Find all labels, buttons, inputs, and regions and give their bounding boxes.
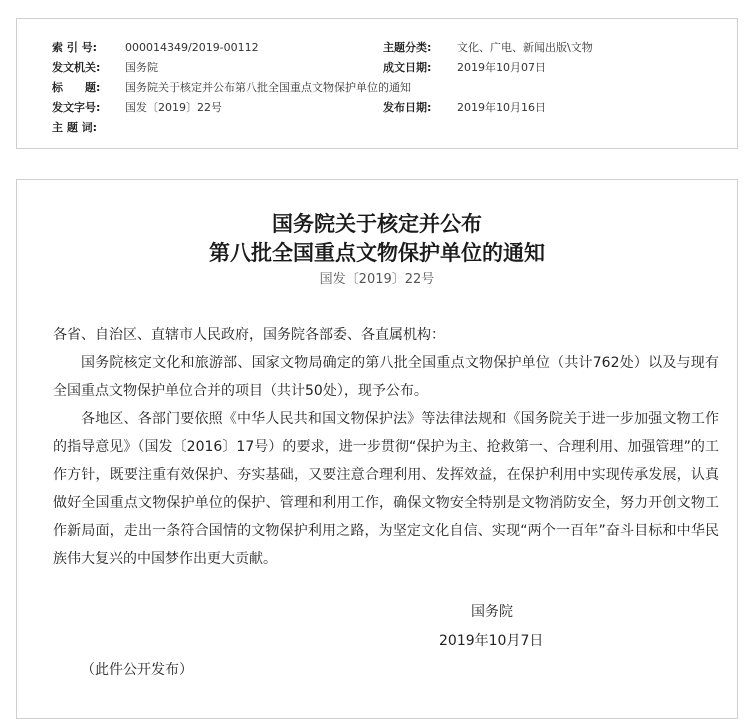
meta-row-index — [17, 38, 737, 58]
title-label: 标 题: — [52, 81, 101, 94]
date-written-label: 成文日期: — [383, 61, 432, 74]
issuer-value: 国务院 — [125, 61, 158, 74]
document-body — [53, 321, 719, 573]
meta-row-issuer — [17, 58, 737, 78]
paragraph-2: 各地区、各部门要依照《中华人民共和国文物保护法》等法律法规和《国务院关于进一步加强文物工作的指导意见》（国发〔2016〕17号）的要求，进一步贯彻“保护为主、抢救第一、合理利用、加强管理”的工作方针，既要注重有效保护、夯实基础，又要注意合理利用、发挥效益，在保护利用中实现传承发展，认真做好全国重点文物保护单位的保护、管理和利用工作，确保文物安全特别是文物消防安全，努力开创文物工作新局面，走出一条符合国情的文物保护利用之路，为坚定文化自信、实现“两个一百年”奋斗目标和中华民族伟大复兴的中国梦作出更大贡献。 — [53, 411, 719, 567]
keywords-label: 主 题 词: — [52, 121, 98, 134]
signature: 国务院 — [471, 604, 513, 620]
sign-date: 2019年10月7日 — [439, 633, 544, 649]
paragraph-1: 国务院核定文化和旅游部、国家文物局确定的第八批全国重点文物保护单位（共计762处）以及与现有全国重点文物保护单位合并的项目（共计50处），现予公布。 — [53, 355, 719, 399]
index-value: 000014349/2019-00112 — [125, 41, 259, 54]
salutation: 各省、自治区、直辖市人民政府，国务院各部委、各直属机构： — [53, 327, 445, 343]
index-label: 索 引 号: — [52, 41, 98, 54]
document-title-line2: 第八批全国重点文物保护单位的通知 — [209, 241, 545, 265]
issuer-label: 发文机关: — [52, 61, 101, 74]
title-value: 国务院关于核定并公布第八批全国重点文物保护单位的通知 — [125, 81, 411, 94]
document-panel — [16, 179, 738, 719]
date-written-value: 2019年10月07日 — [457, 61, 546, 74]
doc-number-value: 国发〔2019〕22号 — [125, 101, 222, 114]
category-label: 主题分类: — [383, 41, 432, 54]
publish-date-value: 2019年10月16日 — [457, 101, 546, 114]
metadata-panel — [16, 18, 738, 149]
publish-date-label: 发布日期: — [383, 101, 432, 114]
meta-row-keywords — [17, 118, 737, 138]
category-value: 文化、广电、新闻出版\文物 — [457, 41, 593, 54]
document-number: 国发〔2019〕22号 — [319, 272, 435, 287]
meta-row-doc-number — [17, 98, 737, 118]
meta-row-title — [17, 78, 737, 98]
document-title-line1: 国务院关于核定并公布 — [272, 212, 482, 236]
doc-number-label: 发文字号: — [52, 101, 101, 114]
footnote: （此件公开发布） — [81, 662, 193, 678]
